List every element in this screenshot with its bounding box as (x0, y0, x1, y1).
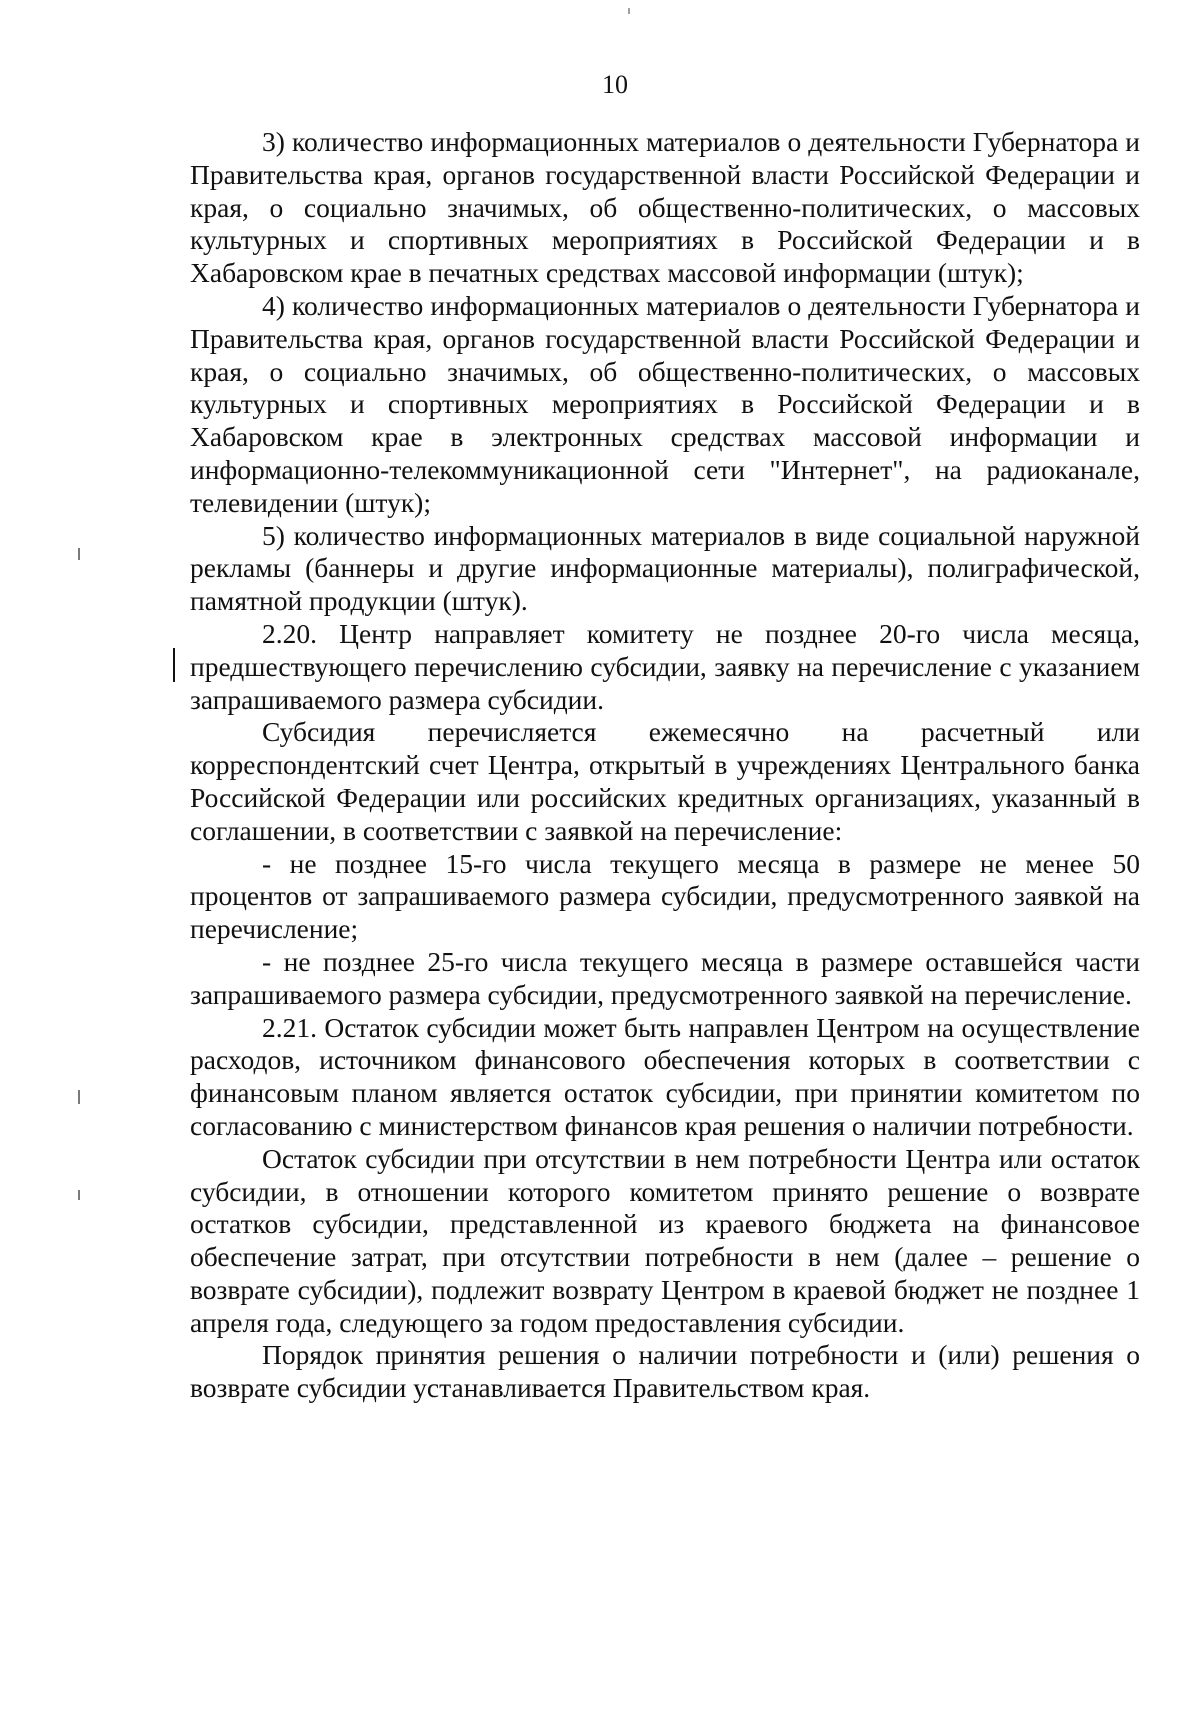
paragraph-clause-2-20: 2.20. Центр направляет комитету не позднее 20-го числа месяца, предшествующего перечислению субсидии, заявку на перечисление с указанием запрашиваемого размера субсидии. (190, 617, 1140, 715)
scan-speck (628, 8, 630, 14)
scan-speck (78, 548, 80, 560)
paragraph-item-5: 5) количество информационных материалов в виде социальной наружной рекламы (баннеры и другие информационные материалы), полиграфической, памятной продукции (штук). (190, 519, 1140, 617)
paragraph-item-4: 4) количество информационных материалов о деятельности Губернатора и Правительства края, органов государственной власти Российской Федерации и края, о социально значимых, об общественно-политических, о массовых культурных и спортивных мероприятиях в Российской Федерации и в Хабаровском крае в электронных средствах массовой информации и информационно-телекоммуникационной сети "Интернет", на радиоканале, телевидении (штук); (190, 289, 1140, 518)
scan-speck (78, 1190, 80, 1200)
paragraph-dash-15th: - не позднее 15-го числа текущего месяца в размере не менее 50 процентов от запрашиваемого размера субсидии, предусмотренного заявкой на перечисление; (190, 847, 1140, 945)
revision-margin-bar (173, 648, 175, 682)
document-body (190, 126, 1140, 1405)
page-number: 10 (602, 70, 628, 99)
paragraph-dash-25th: - не позднее 25-го числа текущего месяца в размере оставшейся части запрашиваемого размера субсидии, предусмотренного заявкой на перечисление. (190, 945, 1140, 1010)
scan-speck (78, 1090, 80, 1104)
paragraph-clause-2-21: 2.21. Остаток субсидии может быть направлен Центром на осуществление расходов, источником финансового обеспечения которых в соответствии с финансовым планом является остаток субсидии, при принятии комитетом по согласованию с министерством финансов края решения о наличии потребности. (190, 1011, 1140, 1141)
paragraph-subsidy-return: Остаток субсидии при отсутствии в нем потребности Центра или остаток субсидии, в отношении которого комитетом принято решение о возврате остатков субсидии, представленной из краевого бюджета на финансовое обеспечение затрат, при отсутствии потребности в нем (далее – решение о возврате субсидии), подлежит возврату Центром в краевой бюджет не позднее 1 апреля года, следующего за годом предоставления субсидии. (190, 1142, 1140, 1338)
paragraph-subsidy-transfer: Субсидия перечисляется ежемесячно на расчетный или корреспондентский счет Центра, открытый в учреждениях Центрального банка Российской Федерации или российских кредитных организациях, указанный в соглашении, в соответствии с заявкой на перечисление: (190, 716, 1140, 846)
paragraph-procedure: Порядок принятия решения о наличии потребности и (или) решения о возврате субсидии устанавливается Правительством края. (190, 1339, 1140, 1404)
paragraph-item-3: 3) количество информационных материалов о деятельности Губернатора и Правительства края, органов государственной власти Российской Федерации и края, о социально значимых, об общественно-политических, о массовых культурных и спортивных мероприятиях в Российской Федерации и в Хабаровском крае в печатных средствах массовой информации (штук); (190, 126, 1140, 289)
